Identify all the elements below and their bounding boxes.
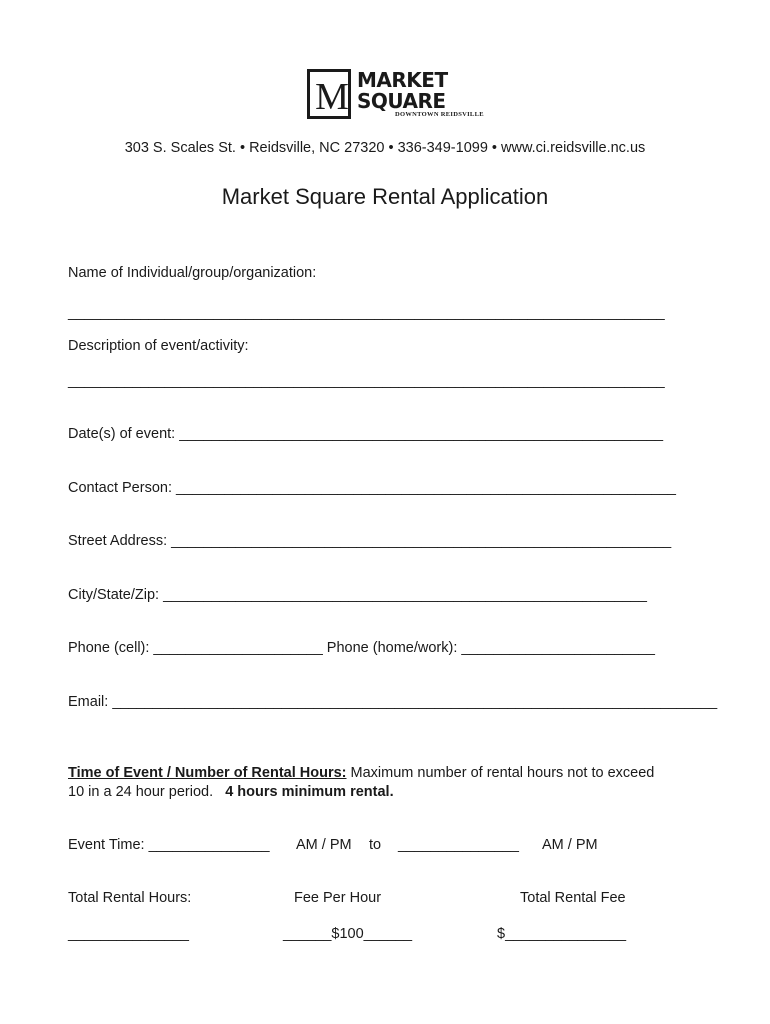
contact-address: 303 S. Scales St. • Reidsville, NC 27320 • 336-349-1099 • www.ci.reidsville.nc.us	[124, 140, 646, 156]
time-section-minimum: 4 hours minimum rental.	[225, 784, 394, 800]
total-rental-hours-field[interactable]: _______________	[68, 926, 189, 942]
time-section-line2	[68, 784, 394, 800]
logo-tagline: DOWNTOWN REIDSVILLE	[395, 111, 484, 118]
market-square-logo	[307, 68, 484, 123]
event-time-ampm-end: AM / PM	[542, 837, 598, 853]
contact-person-field[interactable]: Contact Person: ______________________________________________________________	[68, 480, 676, 496]
event-time-start-field[interactable]: Event Time: _______________	[68, 837, 270, 853]
street-address-field[interactable]: Street Address: ______________________________________________________________	[68, 533, 672, 549]
description-label: Description of event/activity:	[68, 338, 249, 354]
total-rental-hours-label: Total Rental Hours:	[68, 890, 192, 906]
event-time-end-field[interactable]: _______________	[398, 837, 519, 853]
logo-word-square: SQUARE	[357, 89, 446, 113]
time-section-heading: Time of Event / Number of Rental Hours:	[68, 765, 347, 781]
logo-m-letter: M	[315, 76, 349, 118]
time-section-text2: 10 in a 24 hour period.	[68, 784, 214, 800]
logo-m-box	[307, 69, 351, 119]
phone-field[interactable]: Phone (cell): _____________________ Phone (home/work): ________________________	[68, 640, 655, 656]
logo-word-market: MARKET	[357, 68, 448, 92]
dates-field[interactable]: Date(s) of event: ____________________________________________________________	[68, 426, 664, 442]
city-state-zip-field[interactable]: City/State/Zip: ____________________________________________________________	[68, 587, 647, 603]
name-field[interactable]: __________________________________________________________________________	[68, 305, 665, 321]
event-time-ampm-start: AM / PM	[296, 837, 352, 853]
name-label: Name of Individual/group/organization:	[68, 265, 317, 281]
page-title: Market Square Rental Application	[221, 184, 549, 209]
description-field[interactable]: __________________________________________________________________________	[68, 373, 665, 389]
event-time-to: to	[369, 837, 382, 853]
email-field[interactable]: Email: ___________________________________________________________________________	[68, 694, 718, 710]
time-section-text1: Maximum number of rental hours not to exceed	[346, 765, 655, 781]
total-rental-fee-field[interactable]: $_______________	[497, 926, 627, 942]
time-section-line1	[68, 765, 654, 781]
fee-per-hour-label: Fee Per Hour	[294, 890, 382, 906]
total-rental-fee-label: Total Rental Fee	[520, 890, 626, 906]
fee-per-hour-value: ______$100______	[283, 926, 413, 942]
